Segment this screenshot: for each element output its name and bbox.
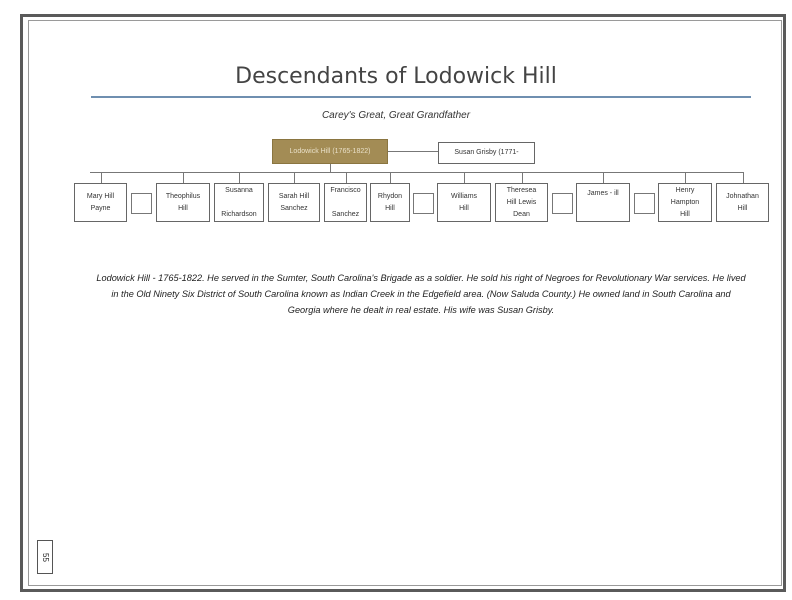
child-box xyxy=(268,183,320,222)
child-name: James - ill xyxy=(587,190,619,197)
spouse-connector xyxy=(388,151,438,152)
child-connector xyxy=(603,172,604,183)
child-connector xyxy=(183,172,184,183)
child-connector xyxy=(522,172,523,183)
child-name: Williams Hill xyxy=(450,192,478,212)
child-connector xyxy=(685,172,686,183)
child-connector xyxy=(390,172,391,183)
sibling-bus xyxy=(90,172,744,173)
root-person-name: Lodowick Hill (1765-1822) xyxy=(289,147,371,155)
child-name: Mary Hill Payne xyxy=(86,192,115,212)
child-name: Sarah Hill Sanchez xyxy=(278,192,310,212)
root-connector xyxy=(330,164,331,172)
chart-subtitle: Carey's Great, Great Grandfather xyxy=(321,110,471,121)
spouse-box xyxy=(438,142,535,164)
child-box xyxy=(324,183,367,222)
child-name: Johnathan Hill xyxy=(726,192,759,212)
child-connector xyxy=(239,172,240,183)
page-number xyxy=(37,540,53,574)
child-name: Susanna Richardson xyxy=(221,186,257,218)
page-title: Descendants of Lodowick Hill xyxy=(235,64,557,89)
child-box xyxy=(370,183,410,222)
child-spouse-box xyxy=(131,193,152,214)
spouse-name: Susan Grisby (1771- xyxy=(454,149,519,156)
biography-paragraph: Lodowick Hill - 1765-1822. He served in the Sumter, South Carolina's Brigade as a soldier. He sold his right of Negroes for Revolutionary War services. He lived in the Old Ninety Six District of South Carolina known as Indian Creek in the Edgefield area. (Now Saluda County.) He owned land in South Carolina and Georgia where he dealt in real estate. His wife was Susan Grisby. xyxy=(96,273,746,315)
child-box xyxy=(658,183,712,222)
child-name: Theophilus Hill xyxy=(165,192,201,212)
child-connector xyxy=(346,172,347,183)
child-name: Francisco Sanchez xyxy=(330,186,361,218)
child-connector xyxy=(464,172,465,183)
child-spouse-box xyxy=(552,193,573,214)
child-connector xyxy=(743,172,744,183)
child-spouse-box xyxy=(634,193,655,214)
child-name: Henry Hampton Hill xyxy=(670,186,700,218)
child-box xyxy=(156,183,210,222)
title-underline xyxy=(91,96,751,98)
root-person-box xyxy=(272,139,388,164)
child-connector xyxy=(294,172,295,183)
child-box xyxy=(74,183,127,222)
child-box xyxy=(214,183,264,222)
child-spouse-box xyxy=(413,193,434,214)
child-box xyxy=(576,183,630,222)
child-name: Rhydon Hill xyxy=(377,192,403,212)
child-box xyxy=(716,183,769,222)
child-box xyxy=(437,183,491,222)
child-name: Theresea Hill Lewis Dean xyxy=(506,186,537,218)
child-box xyxy=(495,183,548,222)
child-connector xyxy=(101,172,102,183)
page-number-text: 55 xyxy=(40,552,50,562)
